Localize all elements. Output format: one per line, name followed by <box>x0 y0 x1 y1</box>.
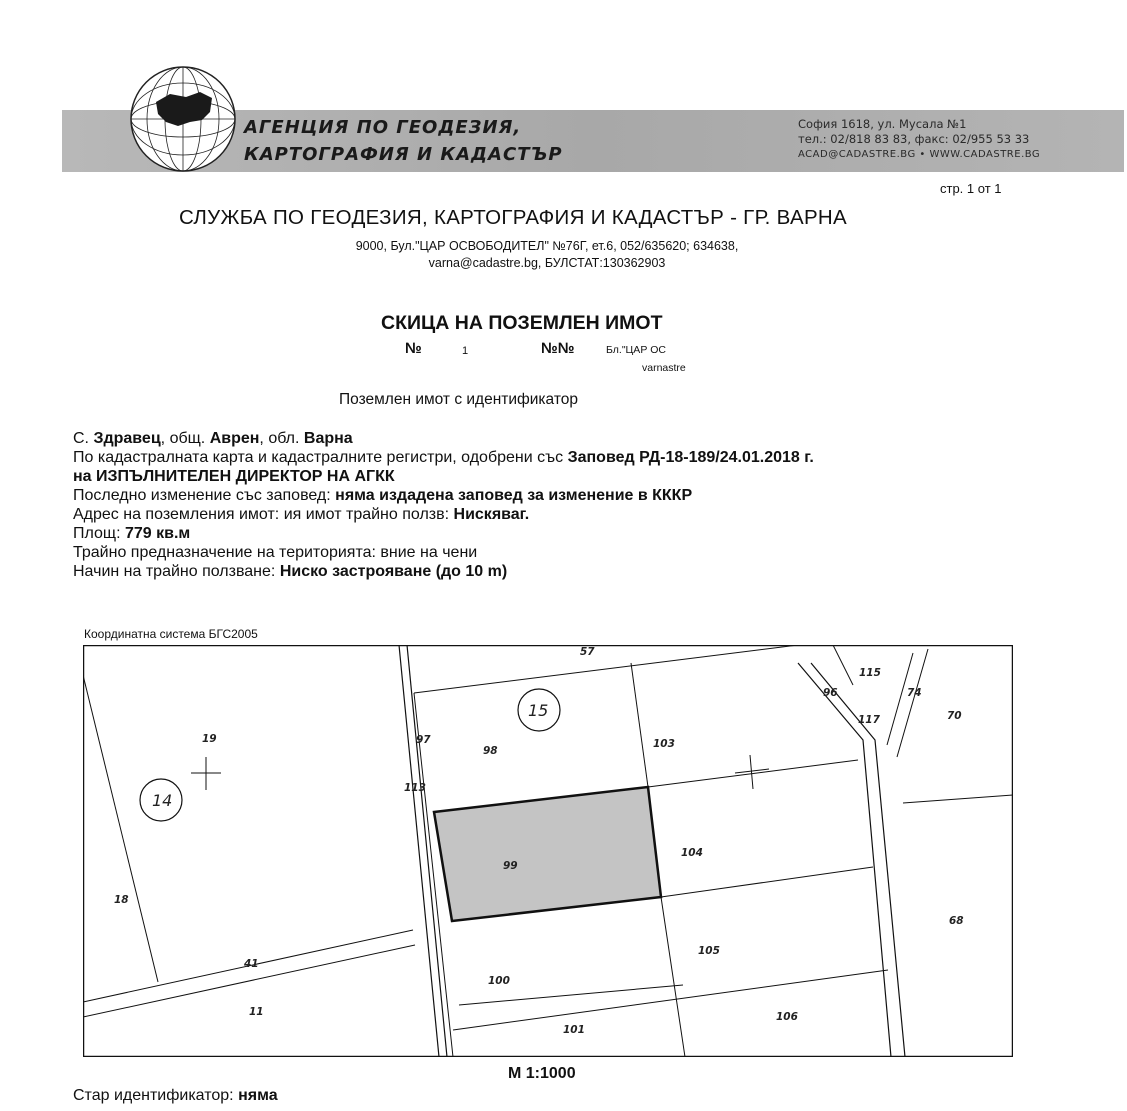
contact-phone: тел.: 02/818 83 83, факс: 02/955 53 33 <box>798 132 1030 146</box>
agency-contact <box>798 117 1040 162</box>
document-number-label: № <box>405 340 422 357</box>
last-change-value: няма издадена заповед за изменение в КККР <box>335 487 693 504</box>
usage-label: Начин на трайно ползване: <box>73 563 276 580</box>
parcel-label: 70 <box>947 710 962 722</box>
purpose-line <box>73 543 814 562</box>
old-identifier-label: Стар идентификатор: <box>73 1087 234 1104</box>
last-change-label: Последно изменение със заповед: <box>73 487 331 504</box>
purpose-label: Трайно предназначение на територията: вние на <box>73 544 438 561</box>
coordinate-system: Координатна система БГС2005 <box>84 627 258 641</box>
contact-address: София 1618, ул. Мусала №1 <box>798 117 967 131</box>
parcel-label: 106 <box>776 1011 798 1023</box>
agency-name-line2: КАРТОГРАФИЯ И КАДАСТЪР <box>244 144 563 165</box>
last-change-line <box>73 486 814 505</box>
parcel-label: 11 <box>249 1006 264 1018</box>
sheet-number-label: 14 <box>152 791 173 810</box>
approval-order: Заповед РД-18-189/24.01.2018 г. <box>567 449 814 466</box>
parcel-label: 18 <box>114 894 129 906</box>
parcel-label: 41 <box>244 958 259 970</box>
village: Здравец <box>93 430 161 447</box>
parcel-label: 100 <box>488 975 510 987</box>
page-number: стр. 1 от 1 <box>940 181 1002 196</box>
identifier-line: Поземлен имот с идентификатор <box>339 391 579 408</box>
usage-line <box>73 562 814 581</box>
address-label: Адрес на поземления имот: ия имот трайно ползв: <box>73 506 450 523</box>
parcel-label: 104 <box>681 847 703 859</box>
parcel-label: 96 <box>823 687 838 699</box>
address-value: Нискяваг. <box>453 506 530 523</box>
usage-value: Ниско застрояване (до 10 m) <box>279 563 508 580</box>
stamp-text-2: varnastre <box>642 362 686 374</box>
old-identifier-line <box>73 1087 278 1105</box>
parcel-label: 57 <box>580 646 595 658</box>
approval-authority: на ИЗПЪЛНИТЕЛЕН ДИРЕКТОР НА АГКК <box>73 468 395 485</box>
address-line <box>73 505 814 524</box>
service-address <box>197 238 897 272</box>
municipality: Аврен <box>209 430 260 447</box>
parcel-label: 68 <box>949 915 964 927</box>
map-scale: М 1:1000 <box>508 1065 576 1082</box>
cadastral-map <box>83 645 1013 1057</box>
parcel-label: 97 <box>416 734 431 746</box>
property-info <box>73 429 814 581</box>
location-prefix: С. <box>73 430 89 447</box>
parcel-label: 105 <box>698 945 720 957</box>
contact-email-web: ACAD@CADASTRE.BG • WWW.CADASTRE.BG <box>798 149 1041 160</box>
parcel-99-label: 99 <box>503 860 518 872</box>
parcel-label: 98 <box>483 745 498 757</box>
purpose-value: чени <box>442 544 478 561</box>
parcel-label: 117 <box>858 714 880 726</box>
parcel-label: 115 <box>859 667 881 679</box>
municipality-prefix: , общ. <box>160 430 206 447</box>
parcel-label: 19 <box>202 733 217 745</box>
stamp-text-1: Бл."ЦАР ОС <box>606 344 666 356</box>
document-title: СКИЦА НА ПОЗЕМЛЕН ИМОТ <box>381 312 663 334</box>
region-prefix: , обл. <box>259 430 300 447</box>
document-number-digits: 1 <box>462 345 469 357</box>
document-number-value <box>462 341 468 358</box>
parcel-label: 113 <box>404 782 426 794</box>
approval-prefix: По кадастралната карта и кадастралните регистри, одобрени със <box>73 449 564 466</box>
document-number2-label: №№ <box>541 340 575 357</box>
approval-line <box>73 448 814 467</box>
agency-name-line1: АГЕНЦИЯ ПО ГЕОДЕЗИЯ, <box>244 117 522 138</box>
approval-authority-line <box>73 467 814 486</box>
area-value: 779 кв.м <box>124 525 191 542</box>
parcel-label: 103 <box>653 738 675 750</box>
area-line <box>73 524 814 543</box>
service-address-line1: 9000, Бул."ЦАР ОСВОБОДИТЕЛ" №76Г, ет.6, 052/635620; 634638, <box>355 239 739 253</box>
parcel-label: 74 <box>907 687 922 699</box>
service-title: СЛУЖБА ПО ГЕОДЕЗИЯ, КАРТОГРАФИЯ И КАДАСТЪР - ГР. ВАРНА <box>179 206 847 229</box>
old-identifier-value: няма <box>238 1087 278 1104</box>
parcel-label: 101 <box>563 1024 585 1036</box>
area-label: Площ: <box>73 525 121 542</box>
region: Варна <box>303 430 353 447</box>
sheet-number-label: 15 <box>528 701 549 720</box>
globe-bulgaria-logo-icon <box>128 64 238 174</box>
location-line <box>73 429 814 448</box>
service-address-line2: varna@cadastre.bg, БУЛСТАТ:130362903 <box>428 256 666 270</box>
